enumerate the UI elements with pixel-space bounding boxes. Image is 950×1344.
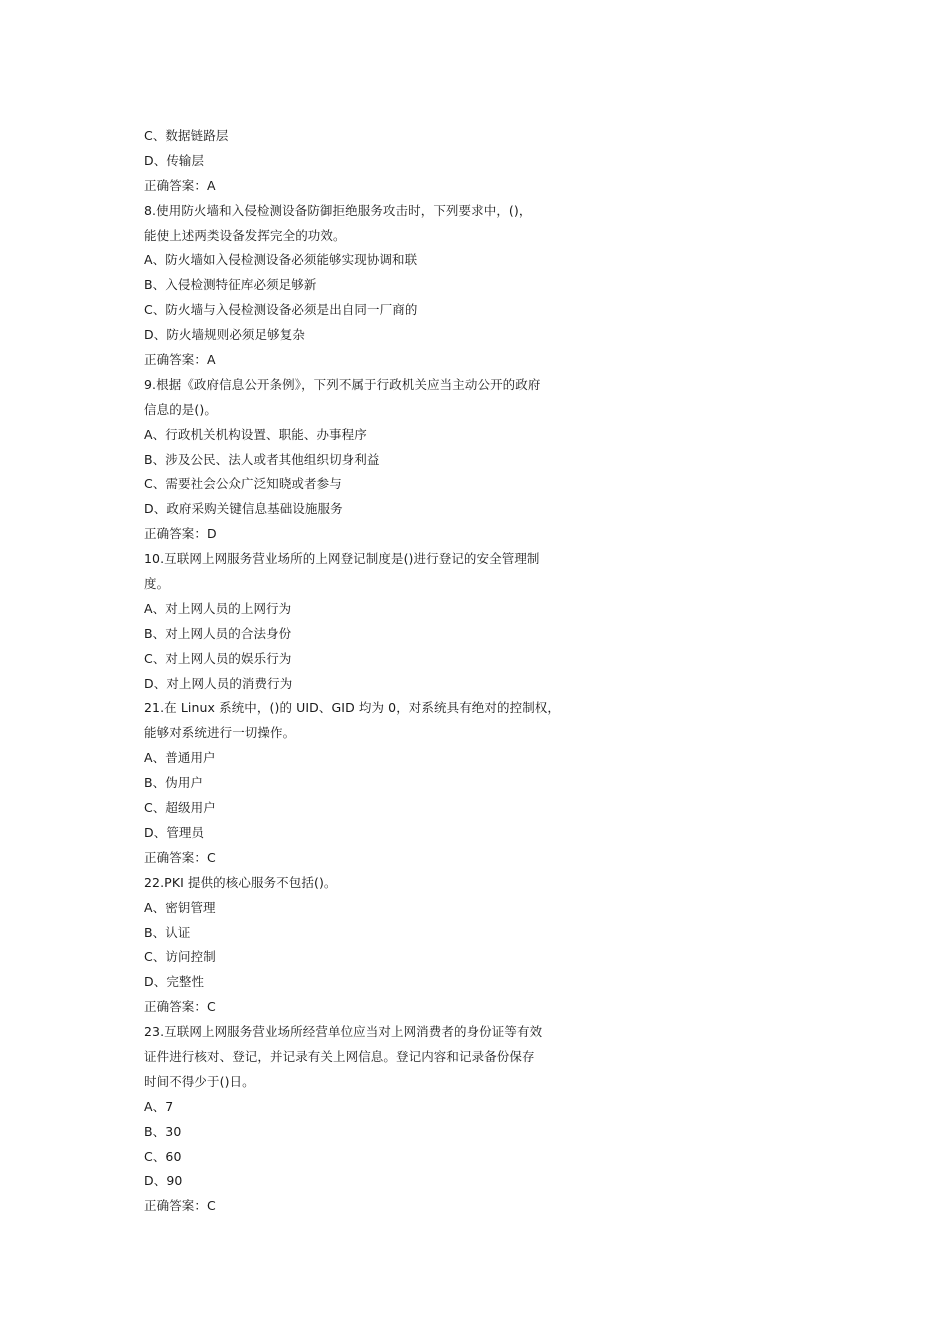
question-10: 10.互联网上网服务营业场所的上网登记制度是()进行登记的安全管理制 bbox=[144, 551, 540, 567]
question-9-cont: 信息的是()。 bbox=[144, 401, 217, 417]
option-b: B、认证 bbox=[144, 924, 191, 940]
option-b: B、伪用户 bbox=[144, 775, 204, 791]
question-8: 8.使用防火墙和入侵检测设备防御拒绝服务攻击时，下列要求中，()， bbox=[144, 202, 532, 218]
option-c: C、数据链路层 bbox=[144, 128, 229, 143]
document-body bbox=[144, 124, 564, 1219]
option-d: D、政府采购关键信息基础设施服务 bbox=[144, 501, 343, 517]
option-c: C、需要社会公众广泛知晓或者参与 bbox=[144, 476, 342, 492]
option-a: A、普通用户 bbox=[144, 750, 216, 766]
option-a: A、对上网人员的上网行为 bbox=[144, 600, 292, 616]
option-c: C、超级用户 bbox=[144, 800, 216, 816]
option-d: D、90 bbox=[144, 1173, 183, 1189]
answer-line: 正确答案：D bbox=[144, 526, 217, 542]
option-d: D、防火墙规则必须足够复杂 bbox=[144, 327, 305, 343]
question-21-cont: 能够对系统进行一切操作。 bbox=[144, 725, 296, 741]
option-a: A、防火墙如入侵检测设备必须能够实现协调和联 bbox=[144, 252, 418, 268]
question-8-cont: 能使上述两类设备发挥完全的功效。 bbox=[144, 227, 346, 243]
option-a: A、行政机关机构设置、职能、办事程序 bbox=[144, 426, 367, 442]
answer-line: 正确答案：A bbox=[144, 177, 216, 193]
option-b: B、对上网人员的合法身份 bbox=[144, 625, 292, 641]
question-23: 23.互联网上网服务营业场所经营单位应当对上网消费者的身份证等有效 bbox=[144, 1024, 543, 1040]
option-d: D、管理员 bbox=[144, 824, 205, 840]
option-d: D、完整性 bbox=[144, 974, 205, 990]
option-b: B、涉及公民、法人或者其他组织切身利益 bbox=[144, 451, 380, 467]
question-23-cont: 证件进行核对、登记，并记录有关上网信息。登记内容和记录备份保存 bbox=[144, 1048, 535, 1064]
question-9: 9.根据《政府信息公开条例》，下列不属于行政机关应当主动公开的政府 bbox=[144, 376, 541, 392]
option-c: C、60 bbox=[144, 1148, 182, 1164]
option-d: D、对上网人员的消费行为 bbox=[144, 675, 293, 691]
question-10-cont: 度。 bbox=[144, 576, 170, 592]
option-c: C、访问控制 bbox=[144, 949, 216, 965]
option-b: B、入侵检测特征库必须足够新 bbox=[144, 277, 317, 293]
option-a: A、7 bbox=[144, 1098, 174, 1114]
question-22: 22.PKI 提供的核心服务不包括()。 bbox=[144, 874, 337, 890]
option-c: C、防火墙与入侵检测设备必须是出自同一厂商的 bbox=[144, 302, 418, 318]
answer-line: 正确答案：C bbox=[144, 1198, 216, 1214]
option-d: D、传输层 bbox=[144, 152, 205, 168]
option-b: B、30 bbox=[144, 1123, 182, 1139]
answer-line: 正确答案：C bbox=[144, 849, 216, 865]
answer-line: 正确答案：A bbox=[144, 352, 216, 368]
question-21: 21.在 Linux 系统中，()的 UID、GID 均为 0，对系统具有绝对的控制权， bbox=[144, 700, 560, 716]
option-a: A、密钥管理 bbox=[144, 899, 216, 915]
question-23-cont: 时间不得少于()日。 bbox=[144, 1073, 255, 1089]
answer-line: 正确答案：C bbox=[144, 999, 216, 1015]
option-c: C、对上网人员的娱乐行为 bbox=[144, 650, 292, 666]
